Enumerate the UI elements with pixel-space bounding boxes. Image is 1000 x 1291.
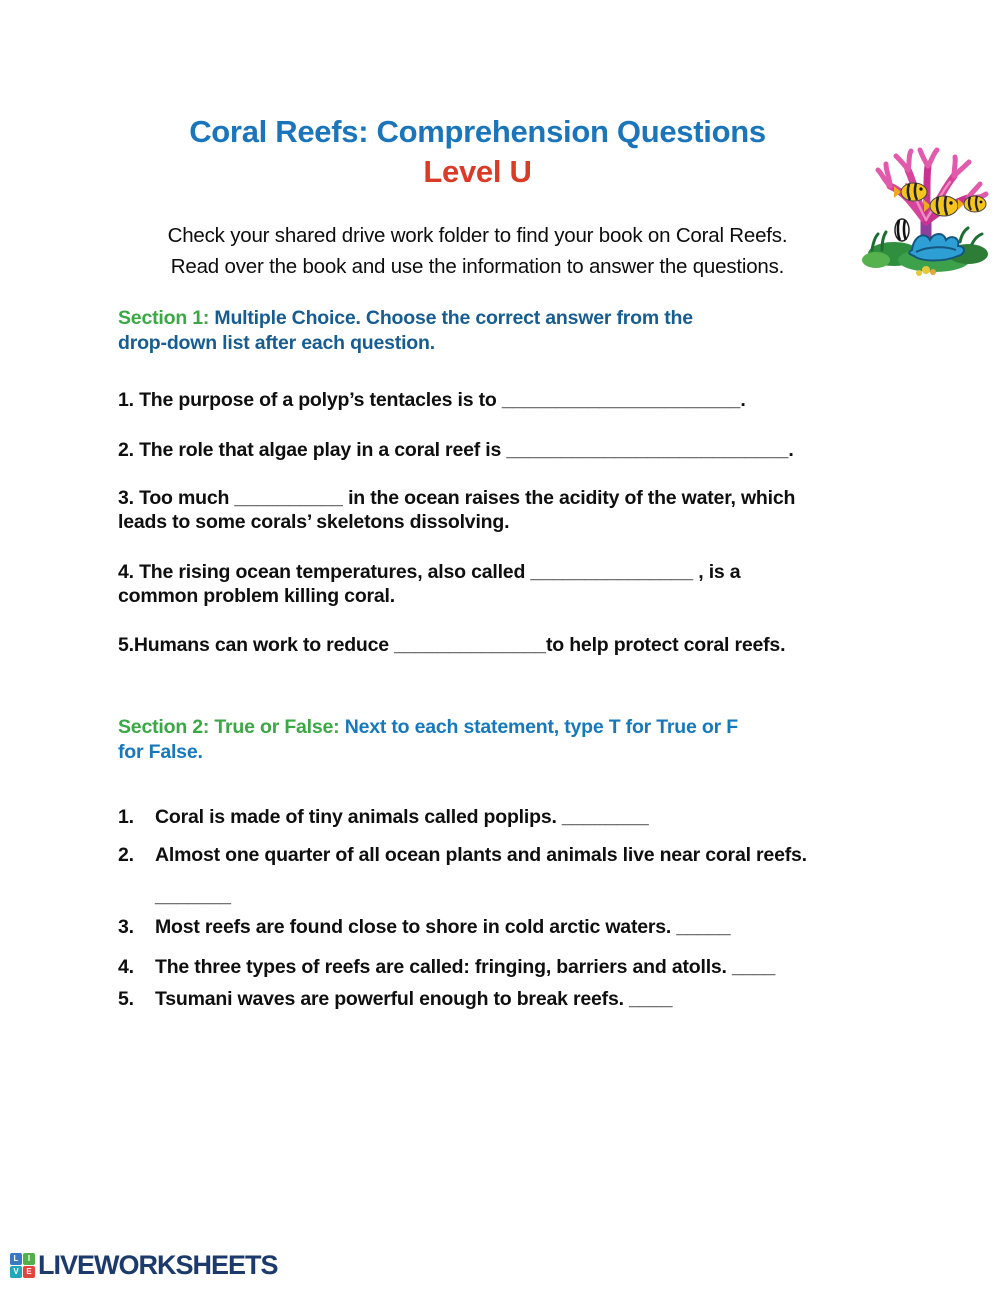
tf-item-1-number: 1.	[118, 806, 134, 828]
tf-item-5-text: Tsumani waves are powerful enough to break reefs.	[155, 988, 630, 1010]
logo-tile-e: E	[23, 1266, 35, 1278]
tf5-answer-blank[interactable]: ____	[629, 988, 673, 1010]
logo-tile-v: V	[10, 1266, 22, 1278]
q1-answer-blank[interactable]: ______________________	[501, 389, 741, 411]
intro-line-1: Check your shared drive work folder to find your book on Coral Reefs.	[167, 224, 788, 247]
question-4	[118, 560, 894, 608]
tf-item-4	[118, 956, 918, 979]
question-5-text: 5.Humans can work to reduce	[118, 634, 395, 656]
tf-item-5-number: 5.	[118, 988, 134, 1010]
section1-label: Section 1:	[118, 307, 215, 329]
intro-line-2: Read over the book and use the information to answer the questions.	[170, 255, 785, 278]
tf-item-2-text: Almost one quarter of all ocean plants and animals live near coral reefs.	[155, 844, 807, 866]
yellow-fish-icon	[894, 183, 927, 201]
tf-item-3-text: Most reefs are found close to shore in cold arctic waters.	[155, 916, 677, 938]
logo-tile-l: L	[10, 1253, 22, 1265]
liveworksheets-logo-icon	[10, 1253, 35, 1278]
question-4-line2: common problem killing coral.	[118, 585, 395, 607]
tf-item-2	[118, 844, 918, 908]
section2-instructions-line2: for False.	[118, 741, 203, 763]
page-title	[95, 112, 860, 192]
question-4-text: 4. The rising ocean temperatures, also called	[118, 561, 531, 583]
section1-instructions-line2: drop-down list after each question.	[118, 332, 435, 354]
question-2-tail: .	[788, 439, 794, 461]
q4-answer-blank[interactable]: _______________	[530, 561, 694, 583]
question-4-tail: , is a	[693, 561, 741, 583]
question-1-text: 1. The purpose of a polyp’s tentacles is to	[118, 389, 502, 411]
section2-label: Section 2: True or False:	[118, 716, 345, 738]
level-subtitle: Level U	[423, 154, 532, 189]
section2-heading	[118, 715, 888, 765]
liveworksheets-logo	[10, 1250, 278, 1281]
q2-answer-blank[interactable]: __________________________	[506, 439, 789, 461]
tf-item-1	[118, 806, 918, 829]
tf-item-4-text: The three types of reefs are called: fringing, barriers and atolls.	[155, 956, 732, 978]
section2-instructions-line1: Next to each statement, type T for True or F	[344, 716, 738, 738]
question-3-line2: leads to some corals’ skeletons dissolving.	[118, 511, 510, 533]
question-5-tail: to help protect coral reefs.	[546, 634, 786, 656]
liveworksheets-logo-text: LIVEWORKSHEETS	[38, 1250, 278, 1280]
tf4-answer-blank[interactable]: ____	[732, 956, 776, 978]
question-1	[118, 388, 894, 412]
tf-item-2-number: 2.	[118, 844, 134, 866]
q5-answer-blank[interactable]: ______________	[394, 634, 546, 656]
intro-text	[95, 220, 860, 282]
tf1-answer-blank[interactable]: ________	[561, 806, 649, 828]
question-2-text: 2. The role that algae play in a coral reef is	[118, 439, 507, 461]
coral-reef-illustration	[856, 142, 996, 282]
title-line: Coral Reefs: Comprehension Questions	[189, 114, 766, 149]
question-5	[118, 633, 894, 657]
question-1-tail: .	[740, 389, 746, 411]
question-3-tail: in the ocean raises the acidity of the water, which	[342, 487, 796, 509]
logo-tile-i: I	[23, 1253, 35, 1265]
tf-item-3	[118, 916, 918, 939]
question-3-text: 3. Too much	[118, 487, 235, 509]
striped-fish-icon	[895, 219, 909, 241]
tf-item-4-number: 4.	[118, 956, 134, 978]
tf-item-1-text: Coral is made of tiny animals called poplips.	[155, 806, 562, 828]
tf-item-3-number: 3.	[118, 916, 134, 938]
tf-item-5	[118, 988, 918, 1011]
question-3	[118, 486, 894, 534]
section1-instructions-line1: Multiple Choice. Choose the correct answer from the	[214, 307, 693, 329]
tf3-answer-blank[interactable]: _____	[676, 916, 731, 938]
section1-heading	[118, 306, 888, 356]
tf2-answer-blank[interactable]: _______	[155, 885, 231, 907]
q3-answer-blank[interactable]: __________	[234, 487, 343, 509]
question-2	[118, 438, 894, 462]
